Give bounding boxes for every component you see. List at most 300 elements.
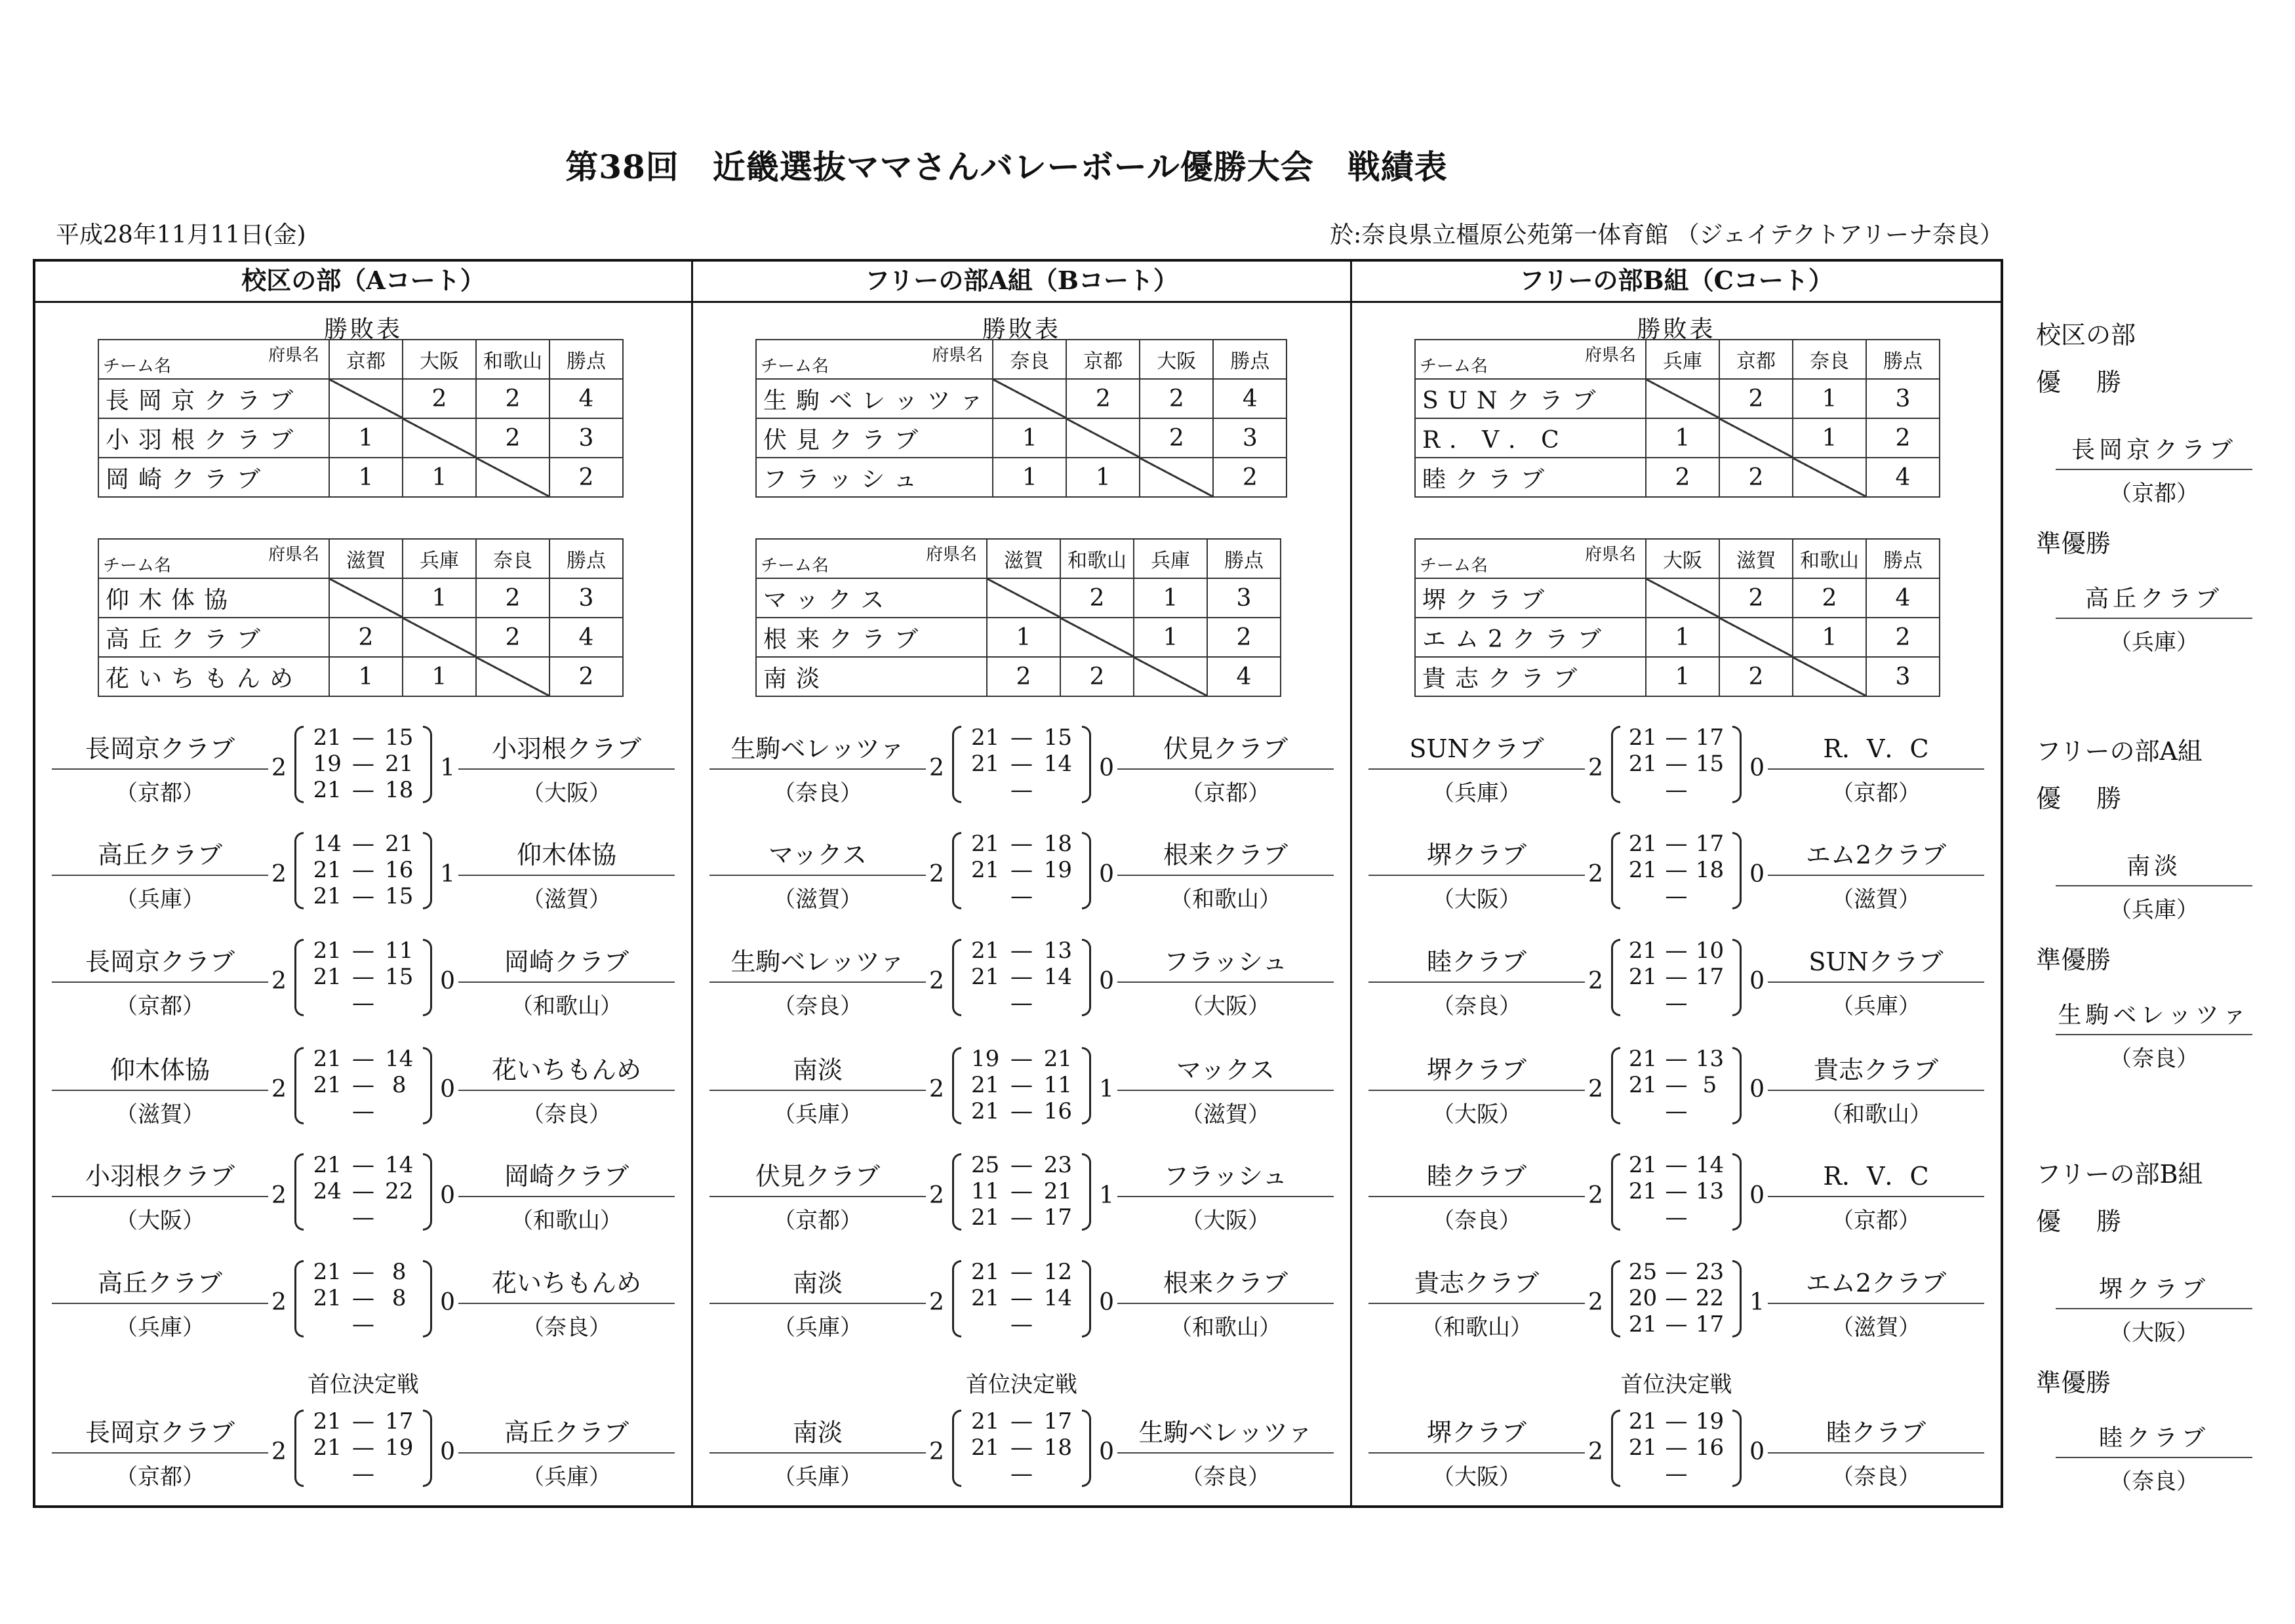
score-cell	[1719, 418, 1793, 458]
standings-row	[98, 578, 623, 618]
score-cell: 2	[1646, 458, 1719, 497]
points-cell: 3	[1866, 657, 1940, 696]
set-score-away: 17	[1695, 1311, 1725, 1337]
home-sets-won: 2	[1588, 968, 1603, 995]
home-team-prefecture: （奈良）	[773, 993, 862, 1020]
set-score-home	[1627, 883, 1658, 909]
standings-table	[755, 538, 1281, 697]
prefecture-header: 府県名	[268, 346, 319, 365]
set-score-home: 21	[970, 1259, 1000, 1285]
right-brace	[1732, 1410, 1742, 1487]
home-sets-won: 2	[929, 861, 944, 888]
set-score-row	[968, 938, 1075, 964]
home-team-prefecture: （大阪）	[115, 1208, 205, 1234]
home-team-name: 長岡京クラブ	[52, 941, 268, 983]
points-cell: 2	[1866, 618, 1940, 657]
home-sets-won: 2	[1588, 1182, 1603, 1209]
away-sets-won: 0	[1749, 968, 1765, 995]
standings-header-row	[98, 539, 623, 578]
set-score-row	[968, 964, 1075, 990]
right-brace	[1082, 1047, 1091, 1124]
home-team	[1368, 1050, 1585, 1128]
away-team	[1117, 1412, 1334, 1491]
points-cell: 4	[1866, 458, 1940, 497]
set-scores	[1627, 1259, 1725, 1337]
column-header-prefecture: 滋賀	[1719, 539, 1793, 578]
set-dash: —	[1665, 1178, 1688, 1204]
away-team-prefecture: （滋賀）	[1831, 886, 1921, 913]
home-team-prefecture: （京都）	[115, 993, 205, 1020]
runner-up-team: 睦クラブ	[2056, 1419, 2252, 1458]
match-result	[1352, 721, 2001, 819]
set-dash: —	[352, 831, 374, 857]
column-header-prefecture: 滋賀	[329, 539, 403, 578]
points-cell: 3	[549, 418, 623, 458]
left-brace	[952, 1410, 961, 1487]
home-team-prefecture: （兵庫）	[115, 1315, 205, 1341]
set-score-away: 14	[1695, 1152, 1725, 1178]
set-score-row	[968, 1311, 1075, 1337]
match-result	[693, 1042, 1350, 1140]
set-dash: —	[352, 1311, 374, 1337]
set-scores	[968, 1408, 1075, 1487]
team-name-cell: 岡崎クラブ	[98, 458, 329, 497]
set-score-row	[311, 1408, 416, 1435]
right-brace	[1732, 726, 1742, 803]
away-team-prefecture: （和歌山）	[1820, 1101, 1932, 1128]
set-score-home: 21	[1628, 1072, 1658, 1098]
home-team-prefecture: （奈良）	[773, 780, 862, 806]
runner-up-prefecture: （奈良）	[2109, 1046, 2199, 1072]
set-score-away: 8	[391, 1285, 407, 1311]
score-cell	[403, 618, 476, 657]
set-score-home: 21	[970, 1072, 1000, 1098]
set-score-away: 5	[1702, 1072, 1717, 1098]
home-team	[709, 835, 926, 913]
set-score-away: 12	[1043, 1259, 1073, 1285]
away-team-name: フラッシュ	[1117, 1156, 1334, 1197]
set-score-row	[1627, 990, 1725, 1016]
match-result	[35, 1148, 691, 1246]
set-score-row	[968, 1072, 1075, 1098]
set-score-away: 14	[1043, 1285, 1073, 1311]
set-dash: —	[1010, 990, 1033, 1016]
team-name-cell: マックス	[756, 578, 987, 618]
match-result	[35, 1042, 691, 1140]
home-team-prefecture: （大阪）	[1432, 1464, 1521, 1490]
set-score-away: 14	[385, 1046, 414, 1072]
right-brace	[1082, 939, 1091, 1016]
column-header-points: 勝点	[1866, 340, 1940, 379]
home-team-prefecture: （京都）	[115, 1464, 205, 1490]
home-team	[1368, 1263, 1585, 1341]
set-scores	[1627, 1408, 1725, 1487]
home-sets-won: 2	[1588, 755, 1603, 782]
set-score-row	[968, 990, 1075, 1016]
column-header-prefecture: 京都	[1066, 340, 1140, 379]
set-score-row	[1627, 1461, 1725, 1487]
set-score-away: 21	[385, 751, 414, 777]
score-cell	[987, 578, 1060, 618]
score-cell	[329, 379, 403, 418]
match-result	[693, 721, 1350, 819]
set-score-home: 19	[970, 1046, 1000, 1072]
set-dash: —	[1010, 1152, 1033, 1178]
set-dash: —	[1665, 1152, 1688, 1178]
set-score-away: 13	[1695, 1178, 1725, 1204]
set-score-row	[968, 1152, 1075, 1178]
runner-up-prefecture: （奈良）	[2109, 1469, 2199, 1495]
set-score-row	[1627, 1435, 1725, 1461]
section-heading: フリーの部A組（Bコート）	[693, 262, 1350, 303]
standings-table	[1414, 538, 1940, 697]
home-team-name: 生駒ベレッツァ	[709, 941, 926, 983]
score-cell: 2	[476, 418, 549, 458]
away-team	[1768, 835, 1984, 913]
column-header-prefecture: 大阪	[1646, 539, 1719, 578]
runner-up-team: 生駒ベレッツァ	[2056, 997, 2252, 1035]
right-brace	[1732, 1153, 1742, 1231]
set-score-row	[1627, 1046, 1725, 1072]
right-brace	[423, 1047, 432, 1124]
set-score-home: 21	[313, 1259, 342, 1285]
standings-table	[98, 538, 624, 697]
winner-prefecture: （大阪）	[2109, 1320, 2199, 1346]
runner-up-team: 高丘クラブ	[2056, 580, 2252, 619]
set-dash: —	[1010, 1311, 1033, 1337]
set-score-row	[1627, 883, 1725, 909]
set-score-home: 21	[1628, 964, 1658, 990]
set-score-home	[968, 1461, 1002, 1487]
away-team-name: 岡崎クラブ	[458, 1156, 675, 1197]
points-cell: 2	[549, 657, 623, 696]
set-dash: —	[352, 883, 374, 909]
away-team-prefecture: （大阪）	[1181, 1208, 1270, 1234]
set-score-row	[968, 1461, 1075, 1487]
set-score-home: 21	[1628, 857, 1658, 883]
points-cell: 2	[1207, 618, 1281, 657]
set-score-away	[1694, 990, 1725, 1016]
standings-row	[756, 618, 1281, 657]
away-team-prefecture: （奈良）	[1831, 1464, 1921, 1490]
column-header-prefecture: 和歌山	[1793, 539, 1866, 578]
set-scores	[1627, 1152, 1725, 1231]
left-brace	[1611, 1410, 1620, 1487]
set-score-away	[1041, 777, 1075, 803]
away-sets-won: 0	[440, 1076, 455, 1103]
points-cell: 4	[1207, 657, 1281, 696]
set-score-home: 21	[970, 831, 1000, 857]
points-cell: 3	[1213, 418, 1287, 458]
away-team	[1117, 1156, 1334, 1235]
column-header-prefecture: 奈良	[993, 340, 1066, 379]
away-sets-won: 1	[1749, 1289, 1765, 1316]
home-team-name: 長岡京クラブ	[52, 1412, 268, 1454]
home-team-prefecture: （大阪）	[1432, 886, 1521, 913]
set-score-home	[968, 883, 1002, 909]
home-team	[709, 1263, 926, 1341]
section-3	[1350, 262, 2001, 1505]
team-name-cell: 睦クラブ	[1415, 458, 1646, 497]
right-brace	[1082, 832, 1091, 909]
away-team-name: 貴志クラブ	[1768, 1050, 1984, 1091]
set-dash: —	[352, 1461, 374, 1487]
away-sets-won: 0	[1099, 1438, 1114, 1465]
right-brace	[423, 726, 432, 803]
set-score-away: 19	[385, 1435, 414, 1461]
column-header-prefecture: 大阪	[1140, 340, 1213, 379]
home-sets-won: 2	[271, 755, 287, 782]
set-scores	[311, 1408, 416, 1487]
score-cell	[403, 418, 476, 458]
home-sets-won: 2	[1588, 1438, 1603, 1465]
set-dash: —	[352, 1285, 374, 1311]
section-heading: フリーの部B組（Cコート）	[1352, 262, 2001, 303]
home-team-name: 南淡	[709, 1263, 926, 1304]
score-cell: 2	[1140, 379, 1213, 418]
set-score-away	[382, 990, 416, 1016]
header-corner-cell	[1415, 340, 1646, 379]
set-score-row	[968, 1259, 1075, 1285]
set-dash: —	[352, 1408, 374, 1435]
set-score-row	[311, 857, 416, 883]
set-score-away: 21	[385, 831, 414, 857]
set-score-away	[382, 1311, 416, 1337]
home-team	[52, 1263, 268, 1341]
home-sets-won: 2	[929, 1438, 944, 1465]
final-match-label: 首位決定戦	[308, 1372, 419, 1398]
team-name-cell: 南淡	[756, 657, 987, 696]
score-cell: 1	[403, 458, 476, 497]
set-score-row	[311, 831, 416, 857]
set-score-home: 21	[1628, 1046, 1658, 1072]
team-name-header: チーム名	[1420, 357, 1488, 376]
right-brace	[1082, 1153, 1091, 1231]
set-score-away	[1694, 883, 1725, 909]
set-score-home: 21	[313, 1152, 342, 1178]
score-cell: 1	[987, 618, 1060, 657]
left-brace	[1611, 1260, 1620, 1337]
set-score-home: 21	[313, 1046, 342, 1072]
score-cell: 1	[1134, 618, 1207, 657]
set-scores	[1627, 1046, 1725, 1124]
away-sets-won: 0	[1749, 1076, 1765, 1103]
home-team-prefecture: （兵庫）	[1432, 780, 1521, 806]
home-team-name: 堺クラブ	[1368, 1050, 1585, 1091]
home-sets-won: 2	[929, 1182, 944, 1209]
result-category: フリーの部B組	[2036, 1160, 2203, 1189]
set-score-home: 21	[1628, 831, 1658, 857]
set-dash: —	[1010, 1461, 1033, 1487]
away-sets-won: 0	[440, 1438, 455, 1465]
score-cell: 1	[329, 418, 403, 458]
standings-row	[756, 657, 1281, 696]
team-name-cell: 堺クラブ	[1415, 578, 1646, 618]
score-cell: 1	[403, 578, 476, 618]
set-score-home: 19	[313, 751, 342, 777]
away-team-prefecture: （和歌山）	[1170, 886, 1281, 913]
column-header-prefecture: 和歌山	[476, 340, 549, 379]
score-cell: 2	[476, 379, 549, 418]
home-team	[709, 728, 926, 807]
set-score-row	[1627, 1311, 1725, 1337]
away-sets-won: 0	[1749, 861, 1765, 888]
set-score-home	[1627, 1098, 1658, 1124]
set-score-row	[1627, 777, 1725, 803]
results-frame	[33, 259, 2003, 1508]
points-cell: 2	[549, 458, 623, 497]
points-cell: 2	[1213, 458, 1287, 497]
score-cell	[1060, 618, 1134, 657]
standings-header-row	[756, 539, 1281, 578]
set-score-home: 21	[313, 883, 342, 909]
set-score-row	[311, 777, 416, 803]
set-score-away: 16	[1695, 1435, 1725, 1461]
set-score-away	[1694, 1098, 1725, 1124]
set-score-home: 21	[1628, 1435, 1658, 1461]
set-score-row	[311, 1311, 416, 1337]
set-score-away: 16	[1043, 1098, 1073, 1124]
away-sets-won: 1	[440, 755, 455, 782]
set-dash: —	[1665, 1259, 1688, 1285]
home-team-name: 堺クラブ	[1368, 1412, 1585, 1454]
set-scores	[968, 938, 1075, 1016]
away-team	[1768, 1050, 1984, 1128]
set-score-home	[1627, 1204, 1658, 1231]
left-brace	[952, 726, 961, 803]
home-team-name: マックス	[709, 835, 926, 876]
set-score-row	[1627, 1178, 1725, 1204]
away-team-prefecture: （奈良）	[1181, 1464, 1270, 1490]
set-score-away: 22	[385, 1178, 414, 1204]
home-team-name: 睦クラブ	[1368, 941, 1585, 983]
away-team-prefecture: （大阪）	[1181, 993, 1270, 1020]
standings-header-row	[98, 340, 623, 379]
home-team-name: 睦クラブ	[1368, 1156, 1585, 1197]
set-dash: —	[1665, 751, 1688, 777]
set-dash: —	[352, 990, 374, 1016]
away-team-prefecture: （京都）	[1831, 1208, 1921, 1234]
home-sets-won: 2	[929, 968, 944, 995]
set-score-home: 21	[970, 964, 1000, 990]
away-team	[1117, 1050, 1334, 1128]
away-team-name: SUNクラブ	[1768, 941, 1984, 983]
score-cell	[1134, 657, 1207, 696]
away-sets-won: 0	[440, 1182, 455, 1209]
set-score-row	[1627, 1408, 1725, 1435]
away-team	[458, 728, 675, 807]
set-score-away	[1041, 883, 1075, 909]
score-cell	[993, 379, 1066, 418]
away-sets-won: 0	[1099, 968, 1114, 995]
set-score-home: 21	[1628, 1408, 1658, 1435]
standings-row	[1415, 578, 1940, 618]
set-score-row	[968, 857, 1075, 883]
set-score-home: 21	[313, 1408, 342, 1435]
score-cell: 2	[1140, 418, 1213, 458]
match-result	[693, 934, 1350, 1032]
away-team-name: 高丘クラブ	[458, 1412, 675, 1454]
column-header-prefecture: 大阪	[403, 340, 476, 379]
score-cell: 2	[1066, 379, 1140, 418]
left-brace	[1611, 1153, 1620, 1231]
score-cell: 1	[993, 418, 1066, 458]
set-dash: —	[352, 964, 374, 990]
set-dash: —	[352, 777, 374, 803]
right-brace	[1732, 1260, 1742, 1337]
set-score-row	[968, 831, 1075, 857]
set-score-away: 17	[1043, 1408, 1073, 1435]
away-team	[1117, 941, 1334, 1020]
standings-row	[756, 578, 1281, 618]
score-cell	[1646, 578, 1719, 618]
home-sets-won: 2	[271, 861, 287, 888]
home-sets-won: 2	[929, 755, 944, 782]
home-team-prefecture: （兵庫）	[773, 1464, 862, 1490]
home-sets-won: 2	[929, 1076, 944, 1103]
set-score-row	[311, 1259, 416, 1285]
set-score-home: 21	[970, 724, 1000, 751]
set-dash: —	[1665, 777, 1688, 803]
set-dash: —	[1665, 938, 1688, 964]
set-score-row	[311, 938, 416, 964]
winner-label: 優 勝	[2036, 1207, 2127, 1236]
points-cell: 3	[1866, 379, 1940, 418]
away-team-name: 伏見クラブ	[1117, 728, 1334, 770]
set-dash: —	[352, 938, 374, 964]
score-cell: 1	[1066, 458, 1140, 497]
set-score-home: 25	[970, 1152, 1000, 1178]
score-cell: 2	[403, 379, 476, 418]
team-name-cell: 高丘クラブ	[98, 618, 329, 657]
team-name-header: チーム名	[103, 357, 172, 376]
set-dash: —	[1010, 777, 1033, 803]
winner-label: 優 勝	[2036, 784, 2127, 813]
left-brace	[1611, 1047, 1620, 1124]
team-name-cell: 生駒ベレッツァ	[756, 379, 993, 418]
score-cell: 1	[1646, 618, 1719, 657]
set-score-away: 19	[1043, 857, 1073, 883]
final-match-label: 首位決定戦	[966, 1372, 1077, 1398]
set-score-home: 21	[1628, 1311, 1658, 1337]
away-team-prefecture: （和歌山）	[511, 1208, 622, 1234]
home-team	[1368, 728, 1585, 807]
standings-header-row	[756, 340, 1287, 379]
set-score-home	[311, 1311, 344, 1337]
home-team-name: SUNクラブ	[1368, 728, 1585, 770]
standings-row	[1415, 418, 1940, 458]
match-result	[693, 1255, 1350, 1353]
standings-title: 勝敗表	[1637, 316, 1716, 343]
prefecture-header: 府県名	[268, 545, 319, 564]
set-score-row	[968, 777, 1075, 803]
set-dash: —	[1010, 724, 1033, 751]
event-date: 平成28年11月11日(金)	[56, 222, 306, 248]
column-header-points: 勝点	[549, 539, 623, 578]
away-team	[1768, 1263, 1984, 1341]
set-score-away: 13	[1043, 938, 1073, 964]
away-team-prefecture: （滋賀）	[522, 886, 611, 913]
set-score-home: 21	[970, 1435, 1000, 1461]
home-team-name: 仰木体協	[52, 1050, 268, 1091]
left-brace	[952, 1047, 961, 1124]
team-name-cell: 根来クラブ	[756, 618, 987, 657]
set-score-home	[968, 1311, 1002, 1337]
home-team-prefecture: （滋賀）	[115, 1101, 205, 1128]
away-sets-won: 0	[1099, 1289, 1114, 1316]
final-match	[693, 1404, 1350, 1503]
set-score-row	[1627, 1152, 1725, 1178]
